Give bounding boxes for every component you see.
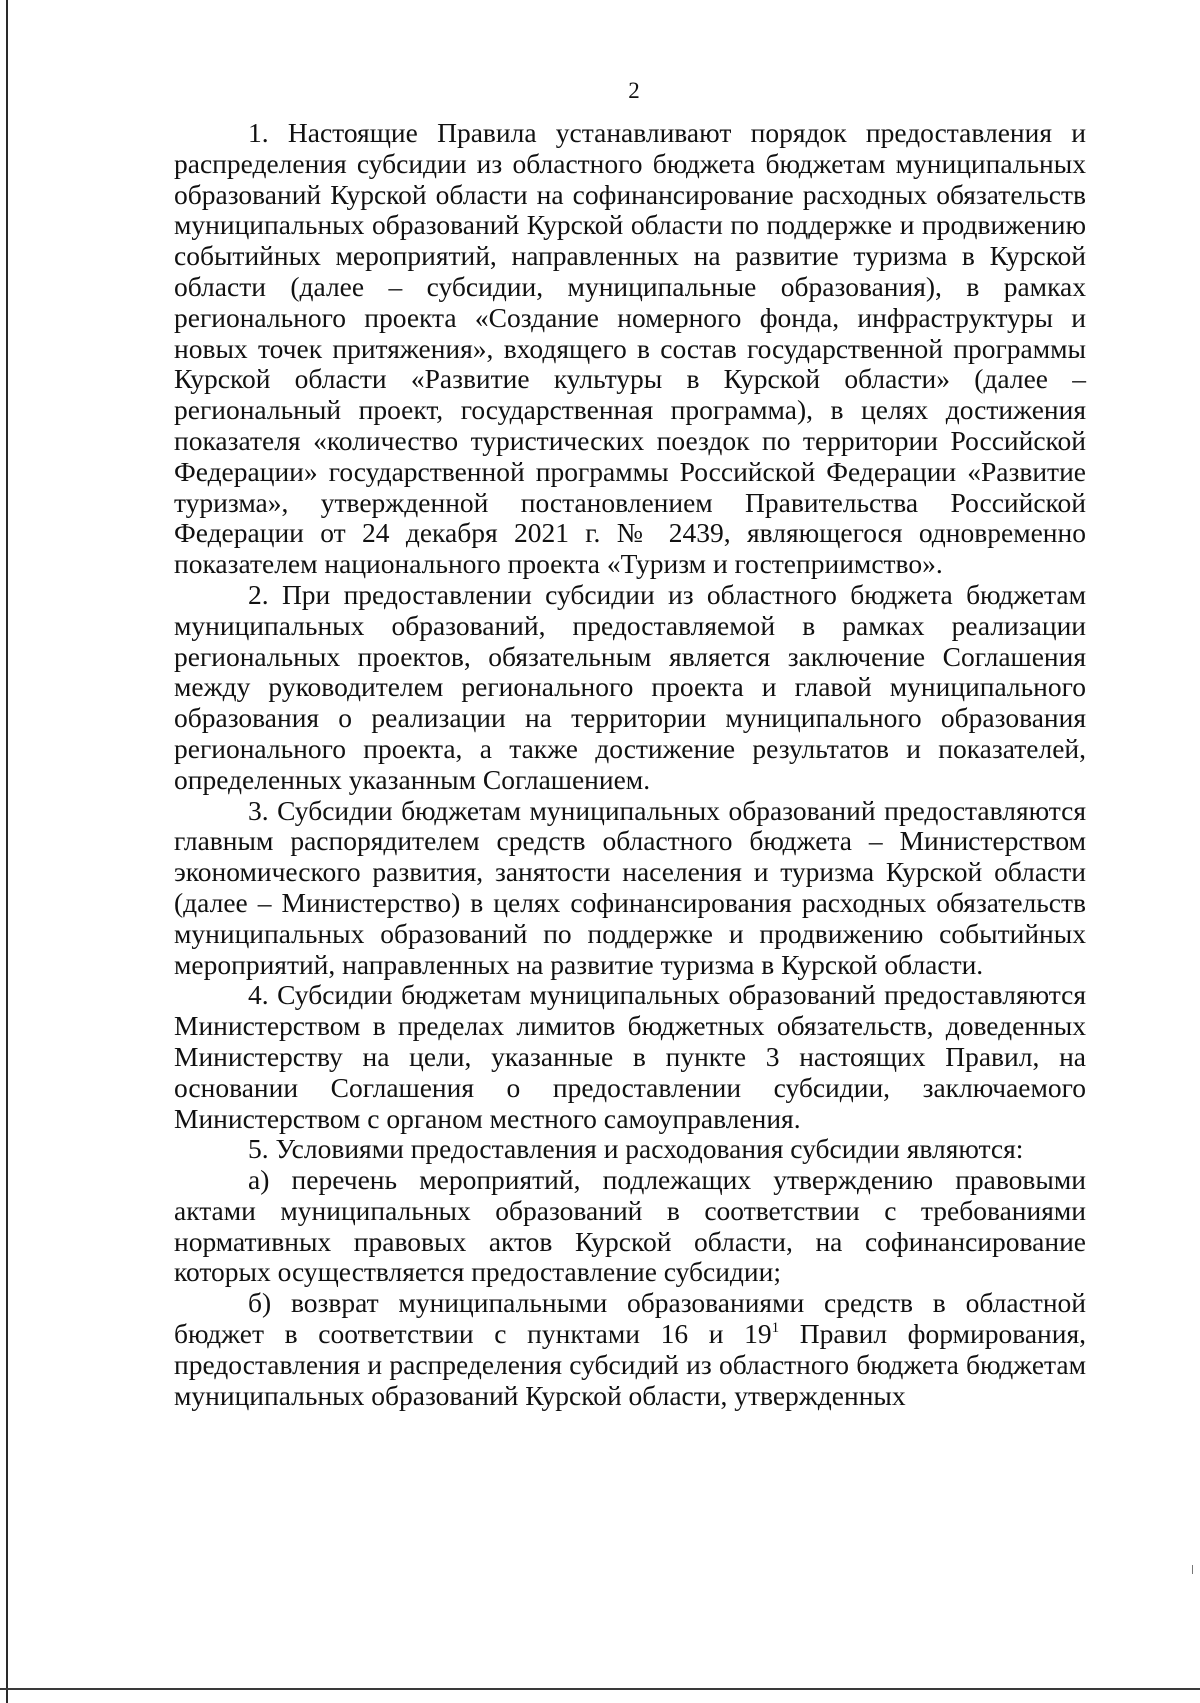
scan-speck bbox=[1192, 1565, 1193, 1574]
paragraph-5: 5. Условиями предоставления и расходования субсидии являются: bbox=[248, 1133, 1024, 1165]
superscript-index: 1 bbox=[771, 1320, 780, 1337]
paragraph-5b-text-end: Правил формирования, предоставления и распределения субсидий из областного бюджета бюджетам муниципальных образований Курской области, утвержденных bbox=[174, 1318, 1086, 1411]
paragraph-5b bbox=[174, 1288, 1086, 1411]
paragraph-2: 2. При предоставлении субсидии из областного бюджета бюджетам муниципальных образований, предоставляемой в рамках реализации региональных проектов, обязательным является заключение Соглашения между руководителем регионального проекта и главой муниципального образования о реализации на территории муниципального образования регионального проекта, а также достижение результатов и показателей, определенных указанным Соглашением. bbox=[174, 578, 1086, 795]
page-number: 2 bbox=[628, 78, 640, 103]
paragraph-3: 3. Субсидии бюджетам муниципальных образований предоставляются главным распорядителем средств областного бюджета – Министерством экономического развития, занятости населения и туризма Курской области (далее – Министерство) в целях софинансирования расходных обязательств муниципальных образований по поддержке и продвижению событийных мероприятий, направленных на развитие туризма в Курской области. bbox=[174, 794, 1086, 980]
paragraph-1: 1. Настоящие Правила устанавливают порядок предоставления и распределения субсидии из областного бюджета бюджетам муниципальных образований Курской области на софинансирование расходных обязательств муниципальных образований Курской области по поддержке и продвижению событийных мероприятий, направленных на развитие туризма в Курской области (далее – субсидии, муниципальные образования), в рамках регионального проекта «Создание номерного фонда, инфраструктуры и новых точек притяжения», входящего в состав государственной программы Курской области «Развитие культуры в Курской области» (далее – региональный проект, государственная программа), в целях достижения показателя «количество туристических поездок по территории Российской Федерации» государственной программы Российской Федерации «Развитие туризма», утвержденной постановлением Правительства Российской Федерации от 24 декабря 2021 г. № 2439, являющегося одновременно показателем национального проекта «Туризм и гостеприимство». bbox=[174, 117, 1086, 580]
paragraph-5a: а) перечень мероприятий, подлежащих утверждению правовыми актами муниципальных образований в соответствии с требованиями нормативных правовых актов Курской области, на софинансирование которых осуществляется предоставление субсидии; bbox=[174, 1164, 1086, 1288]
document-body bbox=[174, 118, 1086, 1411]
scan-left-edge bbox=[6, 0, 8, 1703]
paragraph-4: 4. Субсидии бюджетам муниципальных образований предоставляются Министерством в пределах лимитов бюджетных обязательств, доведенных Министерству на цели, указанные в пункте 3 настоящих Правил, на основании Соглашения о предоставлении субсидии, заключаемого Министерством с органом местного самоуправления. bbox=[174, 979, 1086, 1134]
paragraph-5b-text-start: б) возврат муниципальными образованиями средств в областной бюджет в соответствии с пунктами 16 и 19 bbox=[174, 1287, 1086, 1350]
scan-bottom-edge bbox=[0, 1688, 1200, 1690]
